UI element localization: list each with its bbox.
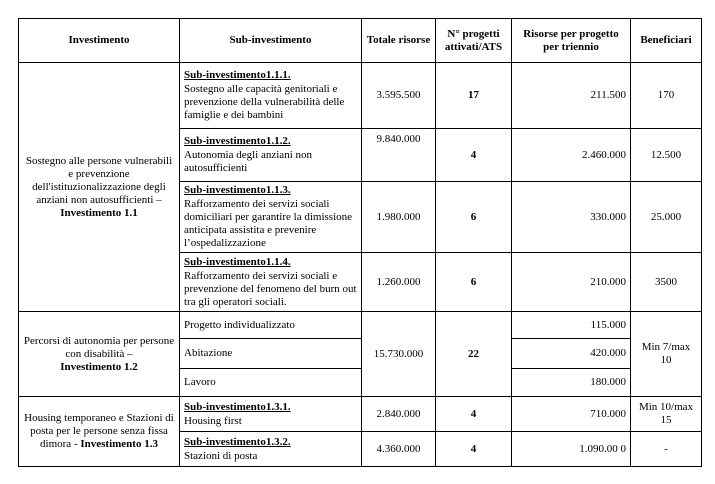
- investment-table: [18, 18, 702, 467]
- cell-risorse-abitazione: 420.000: [512, 339, 631, 369]
- sub-desc-1-1-1: Sostegno alle capacità genitoriali e prevenzione della vulnerabilità delle famiglie e dei bambini: [184, 83, 345, 121]
- cell-totale-1-1-3: 1.980.000: [362, 182, 436, 253]
- cell-progetti-1-1-2: 4: [436, 129, 512, 182]
- header-investimento: Investimento: [19, 19, 180, 63]
- sub-desc-1-1-2: Autonomia degli anziani non autosufficienti: [184, 149, 312, 174]
- cell-sub-investimento-1-3-2: [180, 432, 362, 467]
- cell-sub-investimento-1-1-4: [180, 253, 362, 312]
- sub-title-1-1-2: Sub-investimento1.1.2.: [184, 135, 291, 147]
- cell-sub-progetto-individualizzato: Progetto individualizzato: [180, 312, 362, 339]
- investimento-1-1-text: Sostegno alle persone vulnerabili e prevenzione dell'istituzionalizzazione degli anziani non autosufficienti –: [25, 154, 173, 206]
- cell-risorse-1-1-3: 330.000: [512, 182, 631, 253]
- sub-desc-1-3-2: Stazioni di posta: [184, 449, 258, 462]
- cell-sub-investimento-1-3-1: [180, 397, 362, 432]
- cell-risorse-progetto-individualizzato: 115.000: [512, 312, 631, 339]
- cell-beneficiari-1-2: Min 7/max 10: [631, 312, 702, 397]
- cell-beneficiari-1-1-4: 3500: [631, 253, 702, 312]
- investimento-1-1-label: Investimento 1.1: [60, 206, 138, 219]
- table-row: [19, 63, 702, 129]
- cell-sub-investimento-1-1-3: [180, 182, 362, 253]
- header-beneficiari: Beneficiari: [631, 19, 702, 63]
- cell-totale-1-1-1: 3.595.500: [362, 63, 436, 129]
- investimento-1-3-label: Investimento 1.3: [80, 438, 158, 450]
- cell-sub-lavoro: Lavoro: [180, 369, 362, 397]
- cell-totale-1-3-2: 4.360.000: [362, 432, 436, 467]
- cell-progetti-1-3-2: 4: [436, 432, 512, 467]
- cell-totale-1-1-2: 9.840.000: [362, 129, 436, 182]
- sub-desc-1-1-4: Rafforzamento dei servizi sociali e prevenzione del fenomeno del burn out tra gli operatori sociali.: [184, 269, 357, 308]
- cell-progetti-1-1-4: 6: [436, 253, 512, 312]
- cell-progetti-1-3-1: 4: [436, 397, 512, 432]
- cell-sub-investimento-1-1-2: [180, 129, 362, 182]
- cell-risorse-lavoro: 180.000: [512, 369, 631, 397]
- cell-risorse-1-3-1: 710.000: [512, 397, 631, 432]
- cell-progetti-1-1-1: 17: [436, 63, 512, 129]
- cell-investimento-1-3: [19, 397, 180, 467]
- table-row: [19, 312, 702, 339]
- cell-risorse-1-1-2: 2.460.000: [512, 129, 631, 182]
- table-row: [19, 397, 702, 432]
- cell-sub-abitazione: Abitazione: [180, 339, 362, 369]
- sub-title-1-1-4: Sub-investimento1.1.4.: [184, 255, 291, 268]
- cell-sub-investimento-1-1-1: [180, 63, 362, 129]
- cell-totale-1-2: 15.730.000: [362, 312, 436, 397]
- cell-totale-1-3-1: 2.840.000: [362, 397, 436, 432]
- investimento-1-2-text: Percorsi di autonomia per persone con disabilità –: [23, 334, 175, 360]
- sub-title-1-3-2: Sub-investimento1.3.2.: [184, 435, 291, 448]
- sub-title-1-1-1: Sub-investimento1.1.1.: [184, 69, 291, 81]
- cell-risorse-1-3-2: 1.090.00 0: [512, 432, 631, 467]
- header-sub-investimento: Sub-investimento: [180, 19, 362, 63]
- cell-beneficiari-1-1-2: 12.500: [631, 129, 702, 182]
- cell-totale-1-1-4: 1.260.000: [362, 253, 436, 312]
- cell-risorse-1-1-1: 211.500: [512, 63, 631, 129]
- investimento-1-2-label: Investimento 1.2: [60, 360, 138, 373]
- cell-beneficiari-1-1-1: 170: [631, 63, 702, 129]
- cell-beneficiari-1-1-3: 25.000: [631, 182, 702, 253]
- sub-desc-1-1-3: Rafforzamento dei servizi sociali domiciliari per garantire la dimissione anticipata assistita e prevenire l’ospedalizzazione: [184, 198, 353, 249]
- table-header-row: [19, 19, 702, 63]
- cell-risorse-1-1-4: 210.000: [512, 253, 631, 312]
- investimento-1-3-text: Housing temporaneo e Stazioni di posta per le persone senza fissa dimora -: [24, 412, 174, 450]
- cell-investimento-1-1: [19, 63, 180, 312]
- cell-investimento-1-2: [19, 312, 180, 397]
- cell-progetti-1-1-3: 6: [436, 182, 512, 253]
- cell-progetti-1-2: 22: [436, 312, 512, 397]
- header-totale-risorse: Totale risorse: [362, 19, 436, 63]
- cell-beneficiari-1-3-1: Min 10/max 15: [631, 397, 702, 432]
- header-n-progetti: N° progetti attivati/ATS: [436, 19, 512, 63]
- sub-desc-1-3-1: Housing first: [184, 414, 242, 427]
- header-risorse-per-progetto: Risorse per progetto per triennio: [512, 19, 631, 63]
- sub-title-1-1-3: Sub-investimento1.1.3.: [184, 184, 291, 196]
- cell-beneficiari-1-3-2: -: [631, 432, 702, 467]
- sub-title-1-3-1: Sub-investimento1.3.1.: [184, 400, 291, 413]
